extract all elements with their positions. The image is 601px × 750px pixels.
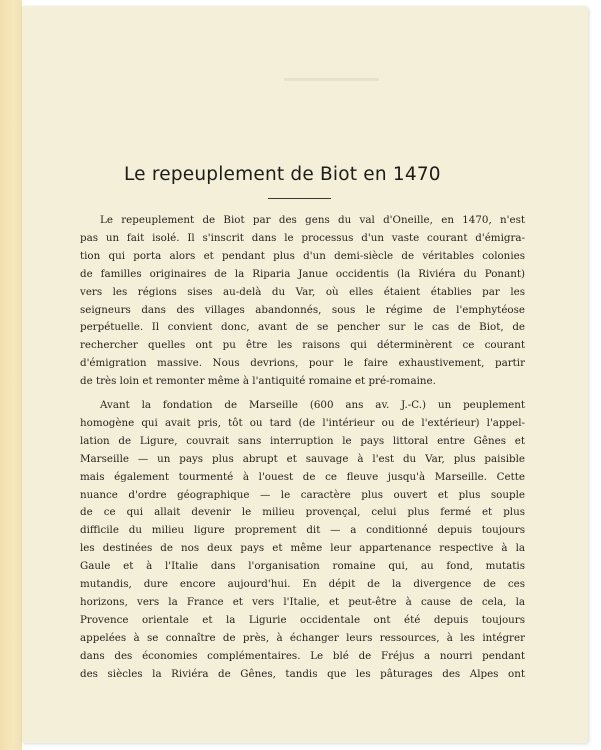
paragraph-1: [80, 212, 525, 392]
text-line: des siècles la Riviéra de Gênes, tandis que les pâturages des Alpes ont: [80, 667, 525, 680]
text-line: de très loin et remonter même à l'antiquité romaine et pré-romaine.: [80, 375, 436, 388]
text-line: horizons, vers la France et vers l'Italie, et peut-être à cause de cela, la: [80, 595, 525, 608]
title-underline: [268, 198, 331, 199]
text-line: Avant la fondation de Marseille (600 ans av. J.-C.) un peuplement: [100, 399, 525, 411]
text-line: perpétuelle. Il convient donc, avant de se pencher sur le cas de Biot, de: [80, 321, 525, 334]
text-line: Provence orientale et la Ligurie occidentale ont été depuis toujours: [80, 613, 525, 626]
text-line: seigneurs dans des villages abandonnés, sous le régime de l'emphytéose: [80, 303, 525, 316]
text-line: mais également tourmenté à l'ouest de ce fleuve jusqu'à Marseille. Cette: [80, 470, 525, 483]
text-line: vers les régions sises au-delà du Var, où elles étaient établies par les: [80, 285, 525, 298]
text-line: tion qui porta alors et pendant plus d'un demi-siècle de véritables colonies: [80, 249, 525, 262]
text-line: de ce qui allait devenir le milieu provençal, celui plus fermé et plus: [80, 506, 525, 519]
text-line: rechercher quelles ont pu être les raisons qui déterminèrent ce courant: [80, 339, 525, 352]
text-line: lation de Ligure, couvrait sans interruption le pays littoral entre Gênes et: [80, 434, 525, 447]
page-title: Le repeuplement de Biot en 1470: [124, 164, 441, 185]
text-line: dans des économies complémentaires. Le blé de Fréjus a nourri pendant: [80, 649, 525, 662]
text-line: homogène qui avait pris, tôt ou tard (de l'intérieur ou de l'extérieur) l'appel-: [80, 416, 525, 429]
text-line: de familles originaires de la Riparia Janue occidentis (la Riviéra du Ponant): [80, 267, 525, 280]
text-line: difficile du milieu ligure proprement dit — a conditionné depuis toujours: [80, 524, 525, 537]
text-line: Gaule et à l'Italie dans l'organisation romaine qui, au fond, mutatis: [80, 560, 525, 573]
text-line: Marseille — un pays plus abrupt et sauvage à l'est du Var, plus paisible: [80, 452, 525, 465]
paragraph-2: [80, 397, 525, 687]
text-line: pas un fait isolé. Il s'inscrit dans le processus d'un vaste courant d'émigra-: [80, 231, 525, 244]
text-line: d'émigration massive. Nous devrions, pour le faire exhaustivement, partir: [80, 357, 525, 370]
page-edge: [0, 0, 22, 750]
text-line: Le repeuplement de Biot par des gens du val d'Oneille, en 1470, n'est: [100, 214, 525, 226]
text-line: appelées à se connaître de près, à échanger leurs ressources, à les intégrer: [80, 631, 525, 644]
text-line: nuance d'ordre géographique — le caractère plus ouvert et plus souple: [80, 488, 525, 501]
text-line: les destinées de nos deux pays et même leur appartenance respective à la: [80, 542, 525, 555]
bleed-through-mark: [284, 78, 379, 81]
text-line: mutandis, dure encore aujourd'hui. En dépit de la divergence de ces: [80, 578, 525, 591]
